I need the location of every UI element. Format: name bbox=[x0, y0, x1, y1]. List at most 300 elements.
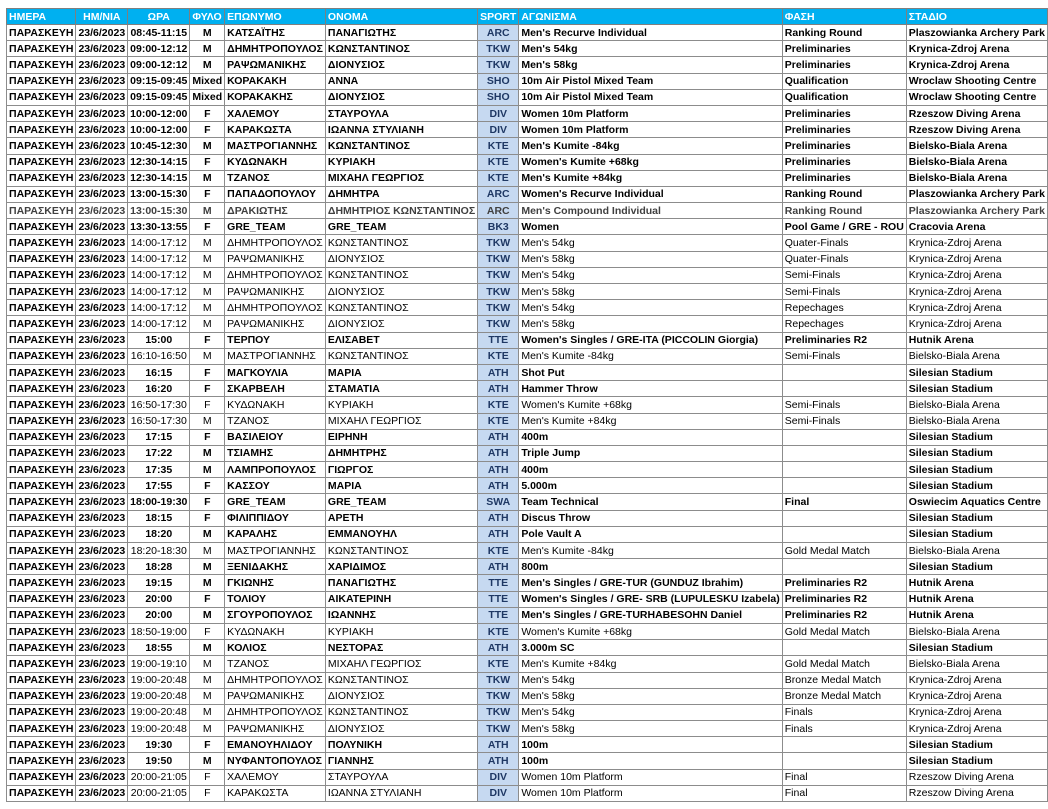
cell-time[interactable]: 13:30-13:55 bbox=[128, 219, 190, 235]
cell-surname[interactable]: ΡΑΨΩΜΑΝΙΚΗΣ bbox=[225, 721, 326, 737]
cell-sport[interactable]: ATH bbox=[478, 526, 519, 542]
cell-day[interactable]: ΠΑΡΑΣΚΕΥΗ bbox=[7, 105, 76, 121]
cell-date[interactable]: 23/6/2023 bbox=[76, 737, 128, 753]
cell-gender[interactable]: M bbox=[190, 138, 225, 154]
cell-surname[interactable]: ΚΑΡΑΚΩΣΤΑ bbox=[225, 122, 326, 138]
cell-surname[interactable]: ΧΑΛΕΜΟΥ bbox=[225, 769, 326, 785]
cell-sport[interactable]: DIV bbox=[478, 105, 519, 121]
cell-venue[interactable]: Krynica-Zdroj Arena bbox=[906, 721, 1047, 737]
cell-event[interactable]: Men's 58kg bbox=[519, 721, 782, 737]
cell-phase[interactable] bbox=[782, 640, 906, 656]
cell-phase[interactable]: Preliminaries R2 bbox=[782, 575, 906, 591]
cell-gender[interactable]: F bbox=[190, 397, 225, 413]
cell-sport[interactable]: DIV bbox=[478, 122, 519, 138]
cell-event[interactable]: Men's Kumite -84kg bbox=[519, 348, 782, 364]
cell-day[interactable]: ΠΑΡΑΣΚΕΥΗ bbox=[7, 559, 76, 575]
cell-gender[interactable]: Mixed bbox=[190, 73, 225, 89]
table-row[interactable] bbox=[7, 656, 1048, 672]
cell-name[interactable]: ΕΛΙΣΑΒΕΤ bbox=[325, 332, 477, 348]
cell-gender[interactable]: M bbox=[190, 445, 225, 461]
cell-day[interactable]: ΠΑΡΑΣΚΕΥΗ bbox=[7, 251, 76, 267]
cell-gender[interactable]: M bbox=[190, 267, 225, 283]
cell-date[interactable]: 23/6/2023 bbox=[76, 769, 128, 785]
cell-day[interactable]: ΠΑΡΑΣΚΕΥΗ bbox=[7, 462, 76, 478]
cell-date[interactable]: 23/6/2023 bbox=[76, 122, 128, 138]
cell-time[interactable]: 18:55 bbox=[128, 640, 190, 656]
cell-name[interactable]: ΓΙΩΡΓΟΣ bbox=[325, 462, 477, 478]
cell-time[interactable]: 14:00-17:12 bbox=[128, 300, 190, 316]
cell-surname[interactable]: ΡΑΨΩΜΑΝΙΚΗΣ bbox=[225, 688, 326, 704]
table-row[interactable] bbox=[7, 543, 1048, 559]
cell-name[interactable]: ΚΩΝΣΤΑΝΤΙΝΟΣ bbox=[325, 348, 477, 364]
cell-sport[interactable]: TKW bbox=[478, 704, 519, 720]
cell-surname[interactable]: ΤΖΑΝΟΣ bbox=[225, 413, 326, 429]
col-header-event[interactable]: ΑΓΩΝΙΣΜΑ bbox=[519, 9, 782, 25]
cell-phase[interactable]: Repechages bbox=[782, 300, 906, 316]
table-row[interactable] bbox=[7, 607, 1048, 623]
cell-name[interactable]: ΜΙΧΑΗΛ ΓΕΩΡΓΙΟΣ bbox=[325, 413, 477, 429]
cell-venue[interactable]: Silesian Stadium bbox=[906, 445, 1047, 461]
cell-time[interactable]: 14:00-17:12 bbox=[128, 267, 190, 283]
cell-phase[interactable]: Repechages bbox=[782, 316, 906, 332]
cell-time[interactable]: 18:15 bbox=[128, 510, 190, 526]
table-row[interactable] bbox=[7, 623, 1048, 639]
cell-day[interactable]: ΠΑΡΑΣΚΕΥΗ bbox=[7, 510, 76, 526]
cell-event[interactable]: 5.000m bbox=[519, 478, 782, 494]
cell-gender[interactable]: M bbox=[190, 688, 225, 704]
cell-gender[interactable]: F bbox=[190, 219, 225, 235]
table-row[interactable] bbox=[7, 688, 1048, 704]
cell-time[interactable]: 14:00-17:12 bbox=[128, 284, 190, 300]
cell-gender[interactable]: F bbox=[190, 494, 225, 510]
cell-event[interactable]: Shot Put bbox=[519, 364, 782, 380]
cell-venue[interactable]: Silesian Stadium bbox=[906, 640, 1047, 656]
cell-sport[interactable]: ATH bbox=[478, 364, 519, 380]
cell-date[interactable]: 23/6/2023 bbox=[76, 73, 128, 89]
cell-surname[interactable]: ΤΖΑΝΟΣ bbox=[225, 170, 326, 186]
cell-sport[interactable]: DIV bbox=[478, 769, 519, 785]
cell-gender[interactable]: M bbox=[190, 543, 225, 559]
cell-date[interactable]: 23/6/2023 bbox=[76, 445, 128, 461]
table-row[interactable] bbox=[7, 105, 1048, 121]
cell-date[interactable]: 23/6/2023 bbox=[76, 494, 128, 510]
cell-surname[interactable]: GRE_TEAM bbox=[225, 219, 326, 235]
cell-sport[interactable]: TKW bbox=[478, 284, 519, 300]
cell-date[interactable]: 23/6/2023 bbox=[76, 543, 128, 559]
cell-date[interactable]: 23/6/2023 bbox=[76, 397, 128, 413]
cell-venue[interactable]: Bielsko-Biala Arena bbox=[906, 138, 1047, 154]
cell-time[interactable]: 14:00-17:12 bbox=[128, 235, 190, 251]
cell-name[interactable]: ΠΟΛΥΝΙΚΗ bbox=[325, 737, 477, 753]
cell-event[interactable]: Men's 54kg bbox=[519, 267, 782, 283]
cell-venue[interactable]: Bielsko-Biala Arena bbox=[906, 656, 1047, 672]
cell-day[interactable]: ΠΑΡΑΣΚΕΥΗ bbox=[7, 640, 76, 656]
cell-venue[interactable]: Krynica-Zdroj Arena bbox=[906, 688, 1047, 704]
cell-day[interactable]: ΠΑΡΑΣΚΕΥΗ bbox=[7, 316, 76, 332]
cell-phase[interactable]: Preliminaries bbox=[782, 57, 906, 73]
col-header-name[interactable]: ΟΝΟΜΑ bbox=[325, 9, 477, 25]
cell-sport[interactable]: KTE bbox=[478, 348, 519, 364]
cell-event[interactable]: Men's Kumite -84kg bbox=[519, 543, 782, 559]
cell-day[interactable]: ΠΑΡΑΣΚΕΥΗ bbox=[7, 364, 76, 380]
cell-name[interactable]: GRE_TEAM bbox=[325, 219, 477, 235]
cell-event[interactable]: 100m bbox=[519, 753, 782, 769]
col-header-sport[interactable]: SPORT bbox=[478, 9, 519, 25]
cell-time[interactable]: 16:10-16:50 bbox=[128, 348, 190, 364]
cell-sport[interactable]: TKW bbox=[478, 300, 519, 316]
cell-time[interactable]: 12:30-14:15 bbox=[128, 170, 190, 186]
cell-day[interactable]: ΠΑΡΑΣΚΕΥΗ bbox=[7, 73, 76, 89]
cell-sport[interactable]: ATH bbox=[478, 429, 519, 445]
cell-name[interactable]: ΣΤΑΥΡΟΥΛΑ bbox=[325, 769, 477, 785]
cell-time[interactable]: 18:00-19:30 bbox=[128, 494, 190, 510]
table-row[interactable] bbox=[7, 154, 1048, 170]
table-row[interactable] bbox=[7, 737, 1048, 753]
cell-sport[interactable]: TKW bbox=[478, 41, 519, 57]
cell-venue[interactable]: Krynica-Zdroj Arena bbox=[906, 41, 1047, 57]
cell-gender[interactable]: F bbox=[190, 737, 225, 753]
cell-date[interactable]: 23/6/2023 bbox=[76, 526, 128, 542]
cell-gender[interactable]: Mixed bbox=[190, 89, 225, 105]
cell-date[interactable]: 23/6/2023 bbox=[76, 753, 128, 769]
cell-time[interactable]: 09:00-12:12 bbox=[128, 41, 190, 57]
table-row[interactable] bbox=[7, 510, 1048, 526]
table-row[interactable] bbox=[7, 785, 1048, 801]
cell-venue[interactable]: Krynica-Zdroj Arena bbox=[906, 284, 1047, 300]
cell-day[interactable]: ΠΑΡΑΣΚΕΥΗ bbox=[7, 429, 76, 445]
cell-phase[interactable]: Final bbox=[782, 494, 906, 510]
cell-surname[interactable]: ΜΑΣΤΡΟΓΙΑΝΝΗΣ bbox=[225, 543, 326, 559]
cell-phase[interactable]: Gold Medal Match bbox=[782, 543, 906, 559]
cell-time[interactable]: 15:00 bbox=[128, 332, 190, 348]
cell-event[interactable]: Men's 58kg bbox=[519, 251, 782, 267]
cell-venue[interactable]: Bielsko-Biala Arena bbox=[906, 348, 1047, 364]
cell-time[interactable]: 18:20-18:30 bbox=[128, 543, 190, 559]
cell-phase[interactable]: Quater-Finals bbox=[782, 235, 906, 251]
cell-surname[interactable]: GRE_TEAM bbox=[225, 494, 326, 510]
cell-sport[interactable]: KTE bbox=[478, 170, 519, 186]
cell-phase[interactable] bbox=[782, 429, 906, 445]
cell-venue[interactable]: Hutnik Arena bbox=[906, 591, 1047, 607]
cell-venue[interactable]: Krynica-Zdroj Arena bbox=[906, 267, 1047, 283]
cell-time[interactable]: 17:55 bbox=[128, 478, 190, 494]
cell-venue[interactable]: Silesian Stadium bbox=[906, 462, 1047, 478]
cell-sport[interactable]: TTE bbox=[478, 575, 519, 591]
cell-phase[interactable] bbox=[782, 462, 906, 478]
cell-time[interactable]: 16:15 bbox=[128, 364, 190, 380]
cell-name[interactable]: ΣΤΑΥΡΟΥΛΑ bbox=[325, 105, 477, 121]
cell-phase[interactable]: Bronze Medal Match bbox=[782, 672, 906, 688]
cell-name[interactable]: ΔΙΟΝΥΣΙΟΣ bbox=[325, 251, 477, 267]
cell-event[interactable]: Women's Singles / GRE-ITA (PICCOLIN Giorgia) bbox=[519, 332, 782, 348]
cell-surname[interactable]: ΞΕΝΙΔΑΚΗΣ bbox=[225, 559, 326, 575]
cell-gender[interactable]: M bbox=[190, 704, 225, 720]
cell-day[interactable]: ΠΑΡΑΣΚΕΥΗ bbox=[7, 300, 76, 316]
cell-date[interactable]: 23/6/2023 bbox=[76, 89, 128, 105]
cell-gender[interactable]: F bbox=[190, 105, 225, 121]
cell-event[interactable]: Men's 54kg bbox=[519, 672, 782, 688]
cell-event[interactable]: Women bbox=[519, 219, 782, 235]
cell-gender[interactable]: F bbox=[190, 769, 225, 785]
cell-name[interactable]: ΜΑΡΙΑ bbox=[325, 478, 477, 494]
cell-sport[interactable]: SHO bbox=[478, 73, 519, 89]
cell-venue[interactable]: Krynica-Zdroj Arena bbox=[906, 300, 1047, 316]
table-row[interactable] bbox=[7, 57, 1048, 73]
cell-phase[interactable] bbox=[782, 445, 906, 461]
cell-surname[interactable]: ΡΑΨΩΜΑΝΙΚΗΣ bbox=[225, 316, 326, 332]
cell-venue[interactable]: Krynica-Zdroj Arena bbox=[906, 57, 1047, 73]
cell-surname[interactable]: ΣΚΑΡΒΕΛΗ bbox=[225, 381, 326, 397]
table-row[interactable] bbox=[7, 25, 1048, 41]
cell-surname[interactable]: ΡΑΨΩΜΑΝΙΚΗΣ bbox=[225, 251, 326, 267]
table-row[interactable] bbox=[7, 559, 1048, 575]
cell-phase[interactable] bbox=[782, 753, 906, 769]
cell-event[interactable]: Men's Kumite -84kg bbox=[519, 138, 782, 154]
cell-event[interactable]: Men's 54kg bbox=[519, 41, 782, 57]
cell-time[interactable]: 20:00 bbox=[128, 591, 190, 607]
cell-date[interactable]: 23/6/2023 bbox=[76, 25, 128, 41]
cell-surname[interactable]: ΡΑΨΩΜΑΝΙΚΗΣ bbox=[225, 284, 326, 300]
cell-surname[interactable]: ΤΕΡΠΟΥ bbox=[225, 332, 326, 348]
cell-sport[interactable]: KTE bbox=[478, 397, 519, 413]
table-row[interactable] bbox=[7, 138, 1048, 154]
cell-surname[interactable]: ΔΗΜΗΤΡΟΠΟΥΛΟΣ bbox=[225, 704, 326, 720]
cell-time[interactable]: 17:35 bbox=[128, 462, 190, 478]
cell-surname[interactable]: ΚΥΔΩΝΑΚΗ bbox=[225, 154, 326, 170]
col-header-time[interactable]: ΩΡΑ bbox=[128, 9, 190, 25]
table-row[interactable] bbox=[7, 364, 1048, 380]
cell-time[interactable]: 13:00-15:30 bbox=[128, 203, 190, 219]
cell-sport[interactable]: TKW bbox=[478, 235, 519, 251]
cell-venue[interactable]: Bielsko-Biala Arena bbox=[906, 413, 1047, 429]
cell-gender[interactable]: F bbox=[190, 591, 225, 607]
cell-name[interactable]: ΚΩΝΣΤΑΝΤΙΝΟΣ bbox=[325, 704, 477, 720]
cell-day[interactable]: ΠΑΡΑΣΚΕΥΗ bbox=[7, 413, 76, 429]
cell-venue[interactable]: Krynica-Zdroj Arena bbox=[906, 251, 1047, 267]
cell-surname[interactable]: ΤΣΙΑΜΗΣ bbox=[225, 445, 326, 461]
cell-name[interactable]: ΜΙΧΑΗΛ ΓΕΩΡΓΙΟΣ bbox=[325, 170, 477, 186]
table-row[interactable] bbox=[7, 251, 1048, 267]
cell-name[interactable]: ΚΩΝΣΤΑΝΤΙΝΟΣ bbox=[325, 267, 477, 283]
cell-venue[interactable]: Plaszowianka Archery Park bbox=[906, 25, 1047, 41]
cell-day[interactable]: ΠΑΡΑΣΚΕΥΗ bbox=[7, 494, 76, 510]
cell-sport[interactable]: SWA bbox=[478, 494, 519, 510]
cell-day[interactable]: ΠΑΡΑΣΚΕΥΗ bbox=[7, 656, 76, 672]
cell-surname[interactable]: ΚΟΡΑΚΑΚΗ bbox=[225, 73, 326, 89]
cell-time[interactable]: 10:00-12:00 bbox=[128, 122, 190, 138]
table-row[interactable] bbox=[7, 73, 1048, 89]
table-row[interactable] bbox=[7, 445, 1048, 461]
cell-date[interactable]: 23/6/2023 bbox=[76, 785, 128, 801]
cell-phase[interactable]: Semi-Finals bbox=[782, 397, 906, 413]
cell-surname[interactable]: ΔΗΜΗΤΡΟΠΟΥΛΟΣ bbox=[225, 672, 326, 688]
cell-gender[interactable]: F bbox=[190, 154, 225, 170]
cell-sport[interactable]: TKW bbox=[478, 688, 519, 704]
cell-venue[interactable]: Bielsko-Biala Arena bbox=[906, 154, 1047, 170]
cell-gender[interactable]: M bbox=[190, 721, 225, 737]
col-header-phase[interactable]: ΦΑΣΗ bbox=[782, 9, 906, 25]
cell-name[interactable]: ΙΩΑΝΝΑ ΣΤΥΛΙΑΝΗ bbox=[325, 785, 477, 801]
table-row[interactable] bbox=[7, 284, 1048, 300]
cell-date[interactable]: 23/6/2023 bbox=[76, 413, 128, 429]
cell-day[interactable]: ΠΑΡΑΣΚΕΥΗ bbox=[7, 785, 76, 801]
table-row[interactable] bbox=[7, 462, 1048, 478]
cell-phase[interactable]: Preliminaries R2 bbox=[782, 591, 906, 607]
cell-day[interactable]: ΠΑΡΑΣΚΕΥΗ bbox=[7, 170, 76, 186]
cell-name[interactable]: ΔΗΜΗΤΡΑ bbox=[325, 186, 477, 202]
table-row[interactable] bbox=[7, 300, 1048, 316]
col-header-venue[interactable]: ΣΤΑΔΙΟ bbox=[906, 9, 1047, 25]
cell-sport[interactable]: ATH bbox=[478, 445, 519, 461]
cell-day[interactable]: ΠΑΡΑΣΚΕΥΗ bbox=[7, 154, 76, 170]
table-row[interactable] bbox=[7, 672, 1048, 688]
cell-sport[interactable]: BK3 bbox=[478, 219, 519, 235]
table-row[interactable] bbox=[7, 494, 1048, 510]
cell-phase[interactable]: Preliminaries bbox=[782, 105, 906, 121]
cell-gender[interactable]: F bbox=[190, 122, 225, 138]
cell-day[interactable]: ΠΑΡΑΣΚΕΥΗ bbox=[7, 478, 76, 494]
cell-venue[interactable]: Silesian Stadium bbox=[906, 429, 1047, 445]
cell-venue[interactable]: Silesian Stadium bbox=[906, 364, 1047, 380]
cell-surname[interactable]: ΔΡΑΚΙΩΤΗΣ bbox=[225, 203, 326, 219]
cell-surname[interactable]: ΕΜΑΝΟΥΗΛΙΔΟΥ bbox=[225, 737, 326, 753]
cell-day[interactable]: ΠΑΡΑΣΚΕΥΗ bbox=[7, 575, 76, 591]
cell-time[interactable]: 12:30-14:15 bbox=[128, 154, 190, 170]
table-row[interactable] bbox=[7, 397, 1048, 413]
table-row[interactable] bbox=[7, 41, 1048, 57]
cell-event[interactable]: Men's 58kg bbox=[519, 316, 782, 332]
cell-time[interactable]: 19:00-20:48 bbox=[128, 721, 190, 737]
cell-event[interactable]: Men's Compound Individual bbox=[519, 203, 782, 219]
cell-event[interactable]: Men's Kumite +84kg bbox=[519, 413, 782, 429]
cell-phase[interactable] bbox=[782, 526, 906, 542]
cell-time[interactable]: 17:15 bbox=[128, 429, 190, 445]
cell-venue[interactable]: Krynica-Zdroj Arena bbox=[906, 672, 1047, 688]
cell-gender[interactable]: F bbox=[190, 478, 225, 494]
cell-date[interactable]: 23/6/2023 bbox=[76, 429, 128, 445]
cell-event[interactable]: Triple Jump bbox=[519, 445, 782, 461]
cell-surname[interactable]: ΔΗΜΗΤΡΟΠΟΥΛΟΣ bbox=[225, 41, 326, 57]
cell-venue[interactable]: Rzeszow Diving Arena bbox=[906, 122, 1047, 138]
cell-gender[interactable]: M bbox=[190, 300, 225, 316]
cell-event[interactable]: Women's Recurve Individual bbox=[519, 186, 782, 202]
table-row[interactable] bbox=[7, 704, 1048, 720]
cell-sport[interactable]: TKW bbox=[478, 57, 519, 73]
cell-name[interactable]: ΜΑΡΙΑ bbox=[325, 364, 477, 380]
cell-gender[interactable]: M bbox=[190, 251, 225, 267]
cell-date[interactable]: 23/6/2023 bbox=[76, 251, 128, 267]
cell-name[interactable]: ΕΙΡΗΝΗ bbox=[325, 429, 477, 445]
cell-sport[interactable]: KTE bbox=[478, 656, 519, 672]
cell-venue[interactable]: Plaszowianka Archery Park bbox=[906, 186, 1047, 202]
cell-phase[interactable]: Preliminaries R2 bbox=[782, 607, 906, 623]
col-header-date[interactable]: ΗΜ/ΝΙΑ bbox=[76, 9, 128, 25]
cell-day[interactable]: ΠΑΡΑΣΚΕΥΗ bbox=[7, 89, 76, 105]
table-row[interactable] bbox=[7, 267, 1048, 283]
cell-time[interactable]: 13:00-15:30 bbox=[128, 186, 190, 202]
cell-phase[interactable] bbox=[782, 737, 906, 753]
cell-name[interactable]: ΙΩΑΝΝΗΣ bbox=[325, 607, 477, 623]
cell-name[interactable]: ΠΑΝΑΓΙΩΤΗΣ bbox=[325, 25, 477, 41]
cell-venue[interactable]: Silesian Stadium bbox=[906, 526, 1047, 542]
cell-event[interactable]: Men's 58kg bbox=[519, 688, 782, 704]
col-header-day[interactable]: ΗΜΕΡΑ bbox=[7, 9, 76, 25]
cell-sport[interactable]: ATH bbox=[478, 462, 519, 478]
cell-venue[interactable]: Plaszowianka Archery Park bbox=[906, 203, 1047, 219]
cell-day[interactable]: ΠΑΡΑΣΚΕΥΗ bbox=[7, 348, 76, 364]
cell-name[interactable]: ΚΩΝΣΤΑΝΤΙΝΟΣ bbox=[325, 672, 477, 688]
cell-surname[interactable]: ΤΟΛΙΟΥ bbox=[225, 591, 326, 607]
cell-name[interactable]: ΔΗΜΗΤΡΙΟΣ ΚΩΝΣΤΑΝΤΙΝΟΣ bbox=[325, 203, 477, 219]
cell-day[interactable]: ΠΑΡΑΣΚΕΥΗ bbox=[7, 41, 76, 57]
cell-event[interactable]: Women's Kumite +68kg bbox=[519, 154, 782, 170]
table-row[interactable] bbox=[7, 235, 1048, 251]
cell-sport[interactable]: TTE bbox=[478, 332, 519, 348]
cell-event[interactable]: 800m bbox=[519, 559, 782, 575]
cell-time[interactable]: 18:50-19:00 bbox=[128, 623, 190, 639]
cell-surname[interactable]: ΒΑΣΙΛΕΙΟΥ bbox=[225, 429, 326, 445]
table-row[interactable] bbox=[7, 575, 1048, 591]
cell-sport[interactable]: ARC bbox=[478, 203, 519, 219]
cell-surname[interactable]: ΚΟΛΙΟΣ bbox=[225, 640, 326, 656]
cell-time[interactable]: 14:00-17:12 bbox=[128, 316, 190, 332]
cell-venue[interactable]: Hutnik Arena bbox=[906, 575, 1047, 591]
cell-name[interactable]: ΔΙΟΝΥΣΙΟΣ bbox=[325, 57, 477, 73]
cell-sport[interactable]: ARC bbox=[478, 186, 519, 202]
cell-date[interactable]: 23/6/2023 bbox=[76, 235, 128, 251]
cell-date[interactable]: 23/6/2023 bbox=[76, 462, 128, 478]
table-row[interactable] bbox=[7, 381, 1048, 397]
cell-date[interactable]: 23/6/2023 bbox=[76, 105, 128, 121]
cell-date[interactable]: 23/6/2023 bbox=[76, 364, 128, 380]
cell-phase[interactable]: Final bbox=[782, 769, 906, 785]
cell-venue[interactable]: Silesian Stadium bbox=[906, 559, 1047, 575]
cell-sport[interactable]: ATH bbox=[478, 510, 519, 526]
cell-event[interactable]: Women 10m Platform bbox=[519, 769, 782, 785]
cell-event[interactable]: 10m Air Pistol Mixed Team bbox=[519, 89, 782, 105]
cell-venue[interactable]: Krynica-Zdroj Arena bbox=[906, 235, 1047, 251]
cell-date[interactable]: 23/6/2023 bbox=[76, 348, 128, 364]
cell-name[interactable]: ΔΗΜΗΤΡΗΣ bbox=[325, 445, 477, 461]
cell-time[interactable]: 19:00-20:48 bbox=[128, 672, 190, 688]
cell-name[interactable]: ΠΑΝΑΓΙΩΤΗΣ bbox=[325, 575, 477, 591]
cell-day[interactable]: ΠΑΡΑΣΚΕΥΗ bbox=[7, 445, 76, 461]
cell-gender[interactable]: F bbox=[190, 785, 225, 801]
cell-phase[interactable]: Semi-Finals bbox=[782, 348, 906, 364]
cell-time[interactable]: 09:15-09:45 bbox=[128, 89, 190, 105]
cell-gender[interactable]: F bbox=[190, 381, 225, 397]
cell-day[interactable]: ΠΑΡΑΣΚΕΥΗ bbox=[7, 607, 76, 623]
cell-phase[interactable]: Ranking Round bbox=[782, 203, 906, 219]
cell-phase[interactable]: Semi-Finals bbox=[782, 284, 906, 300]
col-header-gender[interactable]: ΦΥΛΟ bbox=[190, 9, 225, 25]
cell-gender[interactable]: F bbox=[190, 429, 225, 445]
table-row[interactable] bbox=[7, 122, 1048, 138]
cell-date[interactable]: 23/6/2023 bbox=[76, 170, 128, 186]
cell-event[interactable]: Women 10m Platform bbox=[519, 122, 782, 138]
cell-phase[interactable]: Bronze Medal Match bbox=[782, 688, 906, 704]
cell-surname[interactable]: ΚΑΣΣΟΥ bbox=[225, 478, 326, 494]
table-row[interactable] bbox=[7, 753, 1048, 769]
cell-gender[interactable]: M bbox=[190, 235, 225, 251]
cell-time[interactable]: 08:45-11:15 bbox=[128, 25, 190, 41]
cell-date[interactable]: 23/6/2023 bbox=[76, 41, 128, 57]
cell-event[interactable]: Women 10m Platform bbox=[519, 105, 782, 121]
cell-event[interactable]: Men's 58kg bbox=[519, 284, 782, 300]
cell-sport[interactable]: TKW bbox=[478, 267, 519, 283]
cell-name[interactable]: ΔΙΟΝΥΣΙΟΣ bbox=[325, 316, 477, 332]
cell-phase[interactable]: Final bbox=[782, 785, 906, 801]
